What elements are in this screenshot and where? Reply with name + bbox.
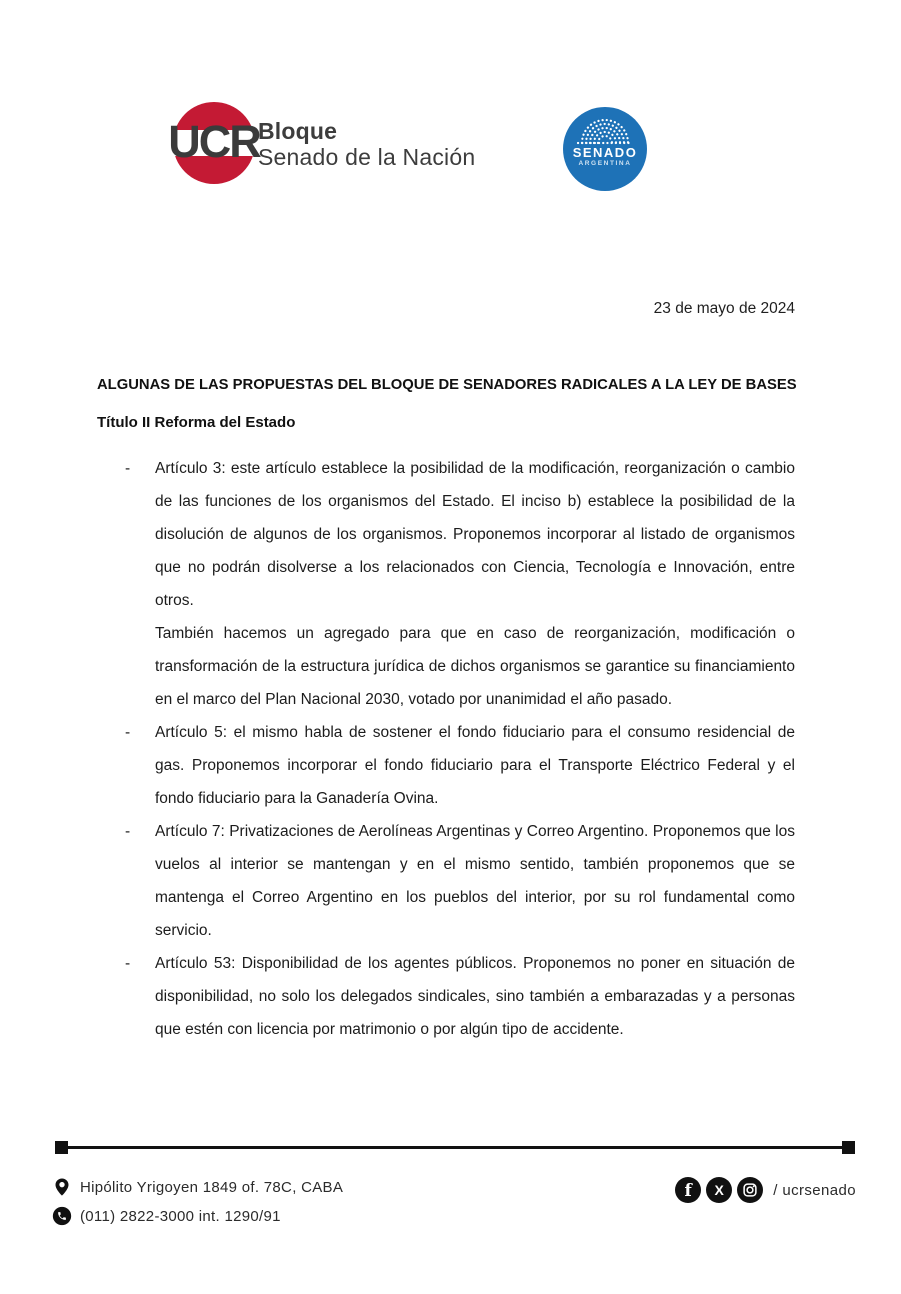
article-paragraph: Artículo 53: Disponibilidad de los agentes públicos. Proponemos no poner en situación de disponibilidad, no solo los delegados sindicales, sino también a embarazadas y a personas que estén con licencia por matrimonio o por algún tipo de accidente.: [155, 955, 795, 1038]
ucr-bloc-logo: [168, 102, 260, 184]
address-row: [52, 1176, 343, 1198]
list-item-articulo-5: [97, 716, 795, 815]
list-item-articulo-7: [97, 815, 795, 947]
document-title: ALGUNAS DE LAS PROPUESTAS DEL BLOQUE DE SENADORES RADICALES A LA LEY DE BASES: [97, 377, 797, 393]
list-item-articulo-3: [97, 452, 795, 716]
bloc-title-line1: Bloque: [258, 118, 338, 144]
x-glyph: X: [714, 1182, 724, 1198]
divider-endcap-right: [842, 1141, 855, 1154]
social-handle: / ucrsenado: [773, 1181, 856, 1199]
footer-social: [675, 1177, 856, 1203]
bloc-title-line2: Senado de la Nación: [258, 144, 476, 170]
bullet-dash: -: [125, 724, 131, 741]
location-pin-icon: [52, 1177, 72, 1197]
bullet-dash: -: [125, 955, 131, 972]
address-text: Hipólito Yrigoyen 1849 of. 78C, CABA: [80, 1178, 344, 1196]
proposal-list: [97, 452, 795, 1046]
senado-logo-text: SENADO: [572, 145, 638, 160]
instagram-icon: [737, 1177, 763, 1203]
phone-icon: [52, 1206, 72, 1226]
x-icon: [706, 1177, 732, 1203]
list-item-articulo-53: [97, 947, 795, 1046]
instagram-glyph: [737, 1177, 763, 1203]
ucr-acronym: UCR: [168, 116, 260, 167]
bullet-dash: -: [125, 823, 131, 840]
bloc-title: [258, 118, 475, 170]
divider-endcap-left: [55, 1141, 68, 1154]
phone-row: [52, 1205, 343, 1227]
divider-line: [68, 1146, 842, 1149]
phone-text: (011) 2822-3000 int. 1290/91: [80, 1207, 281, 1225]
document-date: 23 de mayo de 2024: [653, 300, 795, 317]
senado-logo-subtext: ARGENTINA: [578, 160, 632, 167]
facebook-glyph: f: [684, 1181, 692, 1201]
article-paragraph: También hacemos un agregado para que en caso de reorganización, modificación o transformación de la estructura jurídica de dichos organismos se garantice su financiamiento en el marco del Plan Nacional 2030, votado por unanimidad el año pasado.: [155, 625, 795, 708]
article-paragraph: Artículo 7: Privatizaciones de Aerolíneas Argentinas y Correo Argentino. Proponemos que los vuelos al interior se mantengan y en el mismo sentido, también proponemos que se mantenga el Correo Argentino en los pueblos del interior, por su rol fundamental como servicio.: [155, 823, 795, 939]
footer-divider: [55, 1141, 855, 1154]
facebook-icon: [675, 1177, 701, 1203]
senado-argentina-logo: [563, 107, 647, 191]
bullet-dash: -: [125, 460, 131, 477]
footer-contacts: [52, 1176, 343, 1234]
article-paragraph: Artículo 3: este artículo establece la posibilidad de la modificación, reorganización o cambio de las funciones de los organismos del Estado. El inciso b) establece la posibilidad de la disolución de algunos de los organismos. Proponemos incorporar al listado de organismos que no podrán disolverse a los relacionados con Ciencia, Tecnología e Innovación, entre otros.: [155, 460, 795, 609]
document-subtitle: Título II Reforma del Estado: [97, 414, 296, 431]
article-paragraph: Artículo 5: el mismo habla de sostener el fondo fiduciario para el consumo residencial de gas. Proponemos incorporar el fondo fiduciario para el Transporte Eléctrico Federal y el fondo fiduciario para la Ganadería Ovina.: [155, 724, 795, 807]
